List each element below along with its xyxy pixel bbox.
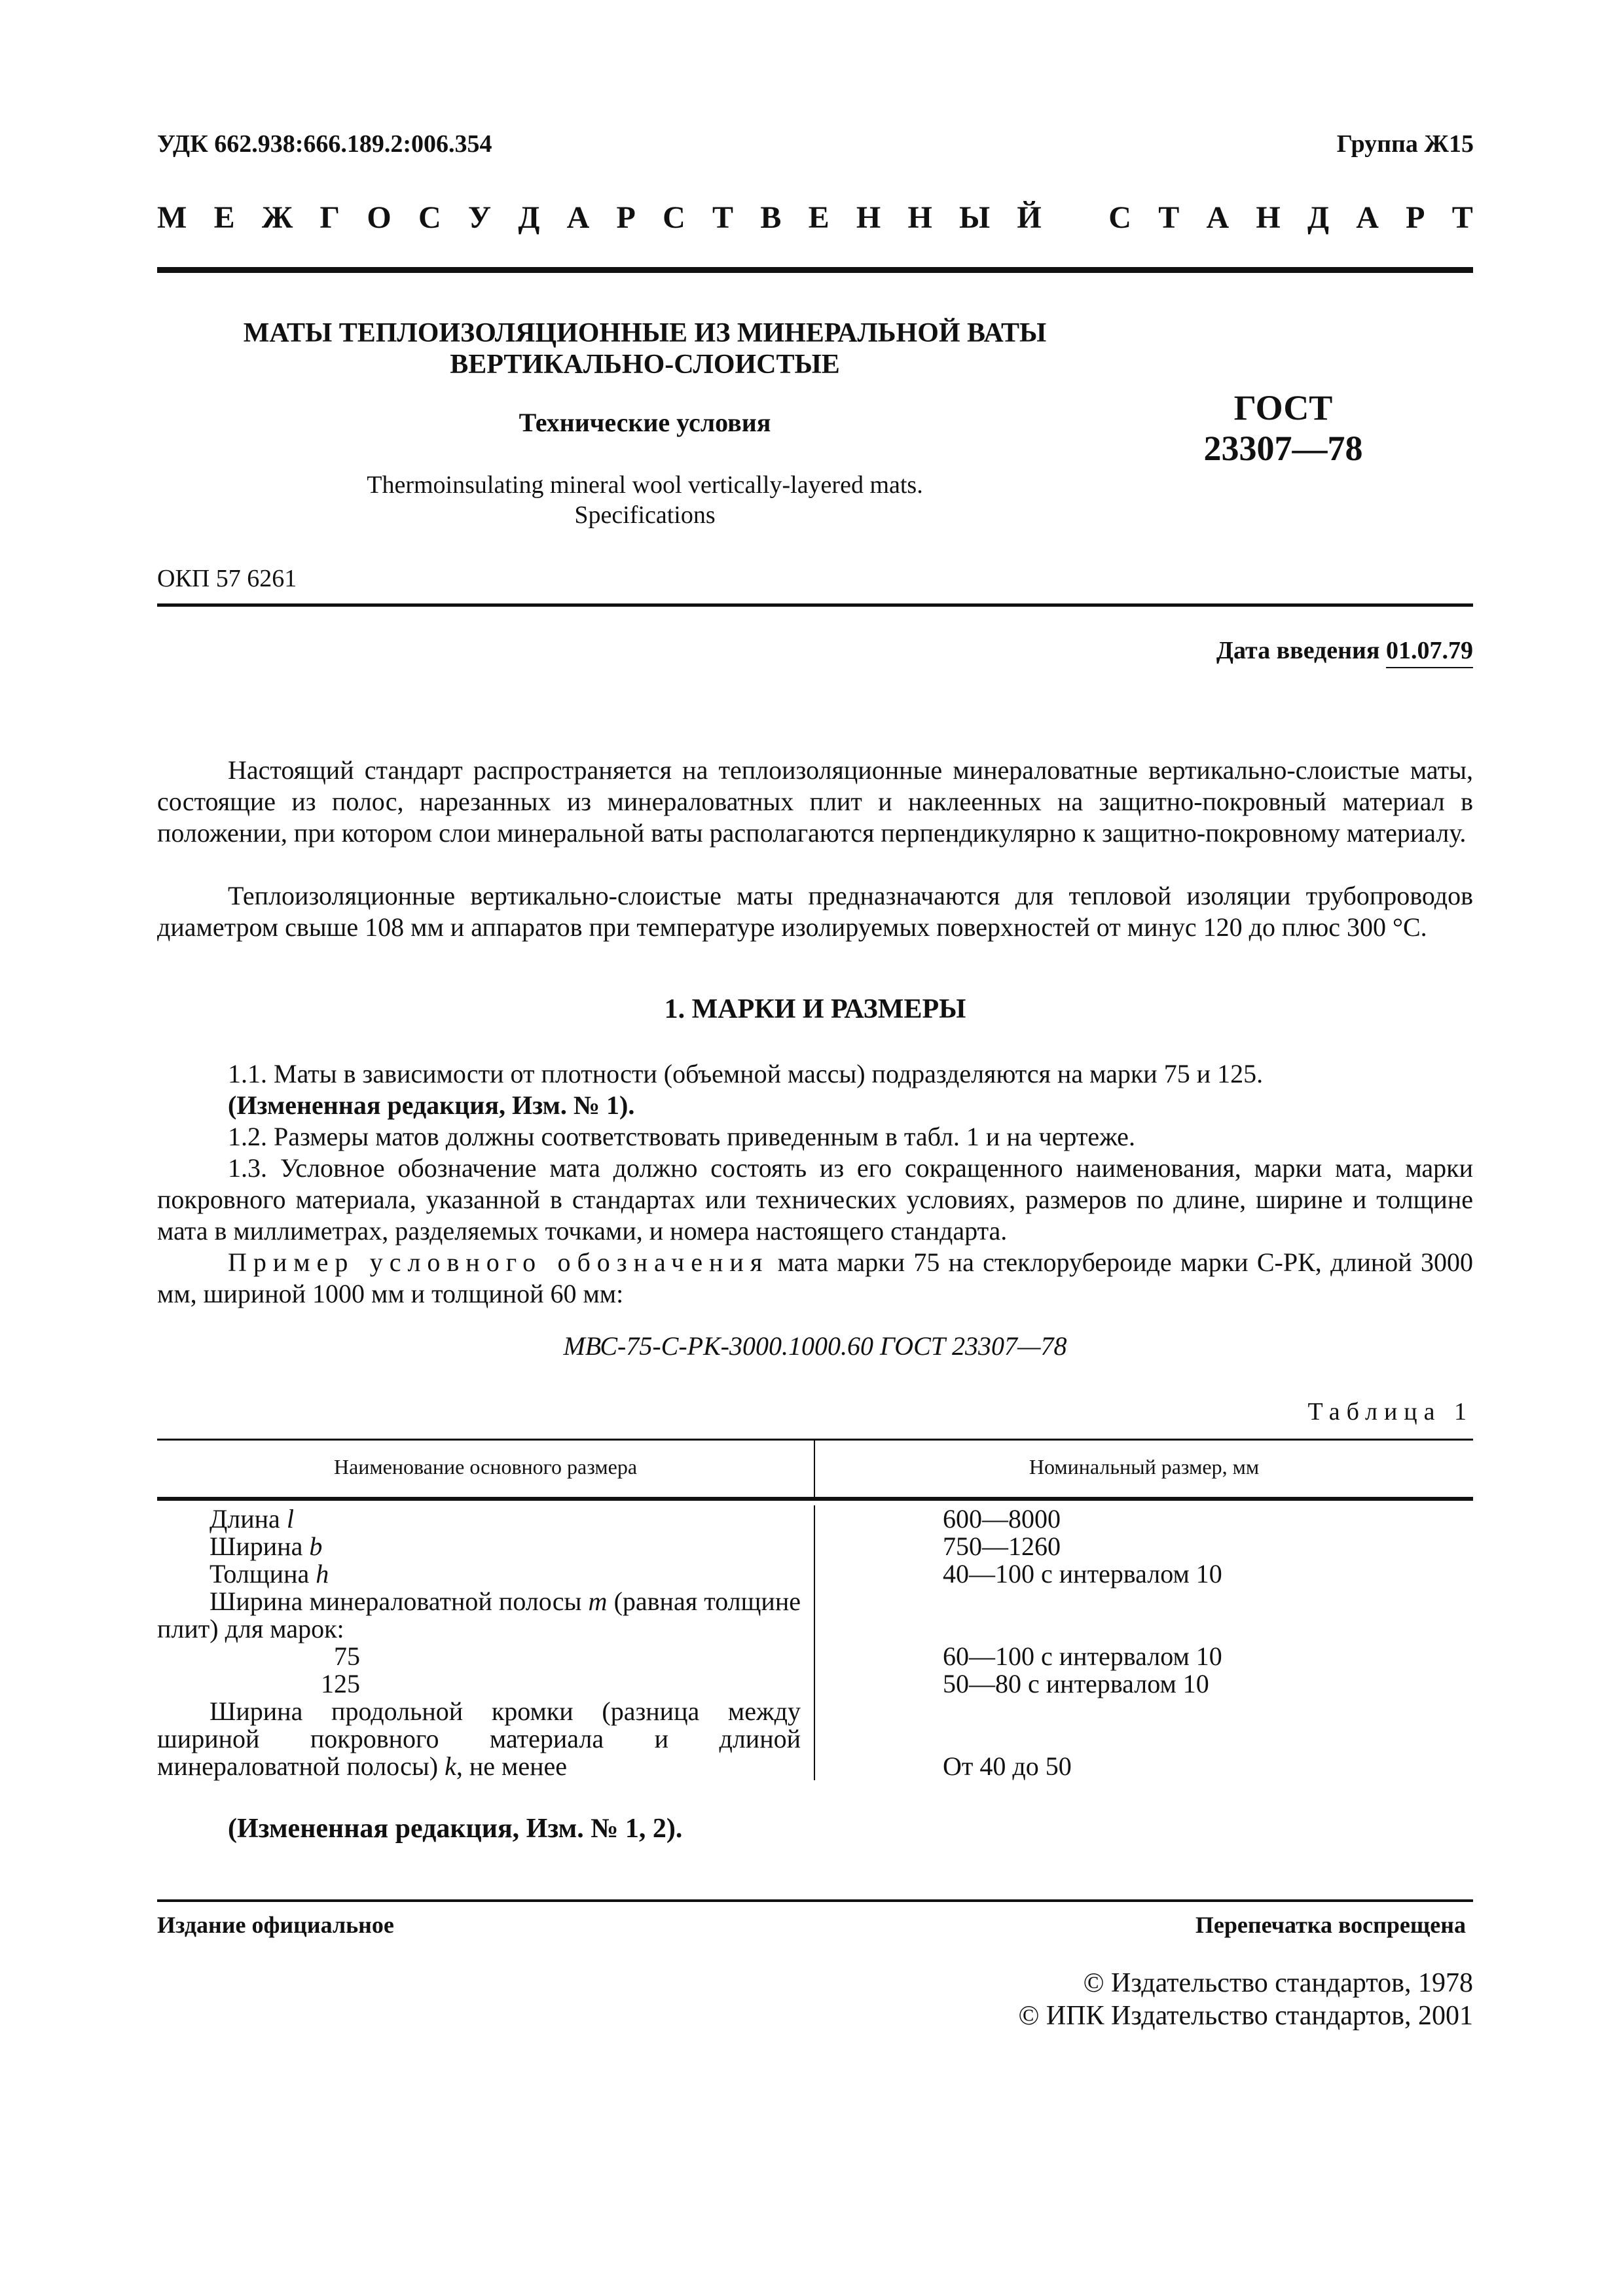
standard-heading-letter: Ж xyxy=(261,200,293,235)
table-row xyxy=(157,1560,1473,1588)
intro-paragraph-2: Теплоизоляционные вертикально-слоистые маты предназначаются для тепловой изоляции трубопроводов диаметром свыше 108 мм и аппаратов при температуре изолируемых поверхностей от минус 120 до плюс 300 °С. xyxy=(157,881,1473,942)
table-row xyxy=(157,1588,1473,1643)
table-row xyxy=(157,1505,1473,1533)
table-cell-name: Длина l xyxy=(157,1505,815,1533)
clause-1-3: 1.3. Условное обозначение мата должно состоять из его сокращенного наименования, марки мата, марки покровного материала, указанной в стандартах или технических условиях, размеров по длине, ширине и толщине мата в миллиметрах, разделяемых точками, и номера настоящего стандарта. xyxy=(157,1153,1473,1246)
example-lead: Пример условного обозначения xyxy=(228,1247,769,1277)
gost-number xyxy=(1165,387,1401,469)
designation-code: МВС-75-С-РК-3000.1000.60 ГОСТ 23307—78 xyxy=(563,1331,1067,1361)
english-title-line-2: Specifications xyxy=(574,501,716,529)
table-cell-name: Ширина продольной кромки (разница между шириной покровного материала и длиной минераловатной полосы) k, не менее xyxy=(157,1698,815,1780)
standard-heading-letter: С xyxy=(418,200,441,235)
table-row xyxy=(157,1670,1473,1698)
table-cell-value: 50—80 с интервалом 10 xyxy=(943,1669,1209,1698)
table-row xyxy=(157,1533,1473,1560)
document-title xyxy=(157,317,1133,380)
table-header xyxy=(157,1441,1473,1497)
official-edition: Издание официальное xyxy=(157,1912,394,1938)
table-cell-name: 125 xyxy=(157,1670,815,1698)
title-line-2: ВЕРТИКАЛЬНО-СЛОИСТЫЕ xyxy=(450,350,840,380)
document-subtitle: Технические условия xyxy=(519,408,771,437)
standard-heading-letter: Т xyxy=(1451,200,1473,235)
standard-heading-letter: Т xyxy=(712,200,734,235)
table-cell-value: 60—100 с интервалом 10 xyxy=(943,1641,1222,1671)
table-row xyxy=(157,1643,1473,1670)
example-rest: мата марки 75 на стеклорубероиде марки С-РК, длиной 3000 мм, шириной 1000 мм и толщиной 60 мм: xyxy=(157,1247,1473,1308)
intro-date-label: Дата введения xyxy=(1216,637,1380,664)
okp-rule xyxy=(157,603,1473,607)
table-cell-name: Ширина b xyxy=(157,1533,815,1560)
standard-heading-letter: А xyxy=(566,200,590,235)
gost-label: ГОСТ xyxy=(1233,388,1333,427)
copyright-2001: © ИПК Издательство стандартов, 2001 xyxy=(1018,2001,1473,2031)
table-cell-value: 750—1260 xyxy=(943,1532,1061,1561)
designation-example xyxy=(157,1247,1473,1310)
standard-heading-letter: Н xyxy=(856,200,881,235)
standard-heading-letter: О xyxy=(367,200,392,235)
table-cell-value: От 40 до 50 xyxy=(943,1751,1072,1781)
clause-1-1: 1.1. Маты в зависимости от плотности (объемной массы) подразделяются на марки 75 и 125. xyxy=(228,1059,1264,1088)
header-rule xyxy=(157,267,1473,273)
table-header-size: Номинальный размер, мм xyxy=(1029,1455,1260,1479)
copyright-block xyxy=(1018,1967,1473,2032)
copyright-1978: © Издательство стандартов, 1978 xyxy=(1083,1968,1473,1998)
table-cell-value: 600—8000 xyxy=(943,1504,1061,1534)
standard-heading-letter: Г xyxy=(319,200,340,235)
table-cell-name: Ширина минераловатной полосы m (равная толщине плит) для марок: xyxy=(157,1588,815,1643)
standard-heading-letter: С xyxy=(1108,200,1131,235)
table-body xyxy=(157,1505,1473,1780)
table-cell-name: 75 xyxy=(157,1643,815,1670)
standard-heading-letter: Е xyxy=(808,200,830,235)
footer-rule xyxy=(157,1899,1473,1902)
table-cell-name: Толщина h xyxy=(157,1560,815,1588)
standard-heading-letter: Р xyxy=(616,200,636,235)
standard-heading-letter: Й xyxy=(1017,200,1042,235)
standard-heading-letter: Р xyxy=(1406,200,1425,235)
section-heading: 1. МАРКИ И РАЗМЕРЫ xyxy=(664,994,966,1024)
table-header-name: Наименование основного размера xyxy=(157,1441,815,1497)
table-note: (Измененная редакция, Изм. № 1, 2). xyxy=(228,1814,683,1844)
intro-paragraph-1: Настоящий стандарт распространяется на теплоизоляционные минераловатные вертикально-слоистые маты, состоящие из полос, нарезанных из минераловатных плит и наклеенных на защитно-покровный материал в положении, при котором слои минеральной ваты располагаются перпендикулярно к защитно-покровному материалу. xyxy=(157,755,1473,848)
standard-heading-letter xyxy=(1068,200,1082,236)
standard-heading-letter: Ы xyxy=(959,200,991,235)
standard-heading-letter: Е xyxy=(213,200,235,235)
standard-heading-letter: М xyxy=(157,200,187,235)
standard-heading-letter: Д xyxy=(518,200,540,235)
table-cell-value: 40—100 с интервалом 10 xyxy=(943,1559,1222,1588)
standard-heading-letter: Н xyxy=(1256,200,1281,235)
standard-heading-letter: Н xyxy=(907,200,932,235)
okp-code: ОКП 57 6261 xyxy=(157,565,297,592)
table-row xyxy=(157,1698,1473,1780)
udk-code: УДК 662.938:666.189.2:006.354 xyxy=(157,130,492,158)
standard-heading-letter: В xyxy=(760,200,782,235)
clause-1-2: 1.2. Размеры матов должны соответствовать приведенным в табл. 1 и на чертеже. xyxy=(228,1122,1135,1151)
standard-heading-letter: Т xyxy=(1158,200,1180,235)
standard-heading-letter: Д xyxy=(1307,200,1329,235)
reprint-prohibited: Перепечатка воспрещена xyxy=(1195,1912,1466,1938)
gost-code: 23307—78 xyxy=(1203,429,1363,468)
intro-date xyxy=(1216,636,1473,665)
standard-heading-letter: А xyxy=(1356,200,1379,235)
standard-heading-letter: А xyxy=(1206,200,1230,235)
intro-date-value: 01.07.79 xyxy=(1386,637,1473,668)
english-title-line-1: Thermoinsulating mineral wool vertically-layered mats. xyxy=(367,471,923,499)
standard-heading-letter: У xyxy=(467,200,492,235)
english-title xyxy=(157,470,1133,530)
table-caption: Таблица 1 xyxy=(1307,1398,1473,1426)
clause-1-1-note: (Измененная редакция, Изм. № 1). xyxy=(228,1090,635,1120)
standard-heading-letter: С xyxy=(663,200,685,235)
table-cell-value xyxy=(815,1588,943,1643)
group-code: Группа Ж15 xyxy=(1336,130,1474,158)
title-line-1: МАТЫ ТЕПЛОИЗОЛЯЦИОННЫЕ ИЗ МИНЕРАЛЬНОЙ ВАТЫ xyxy=(243,318,1047,348)
table-header-rule xyxy=(157,1497,1473,1501)
interstate-standard-heading xyxy=(157,200,1473,236)
